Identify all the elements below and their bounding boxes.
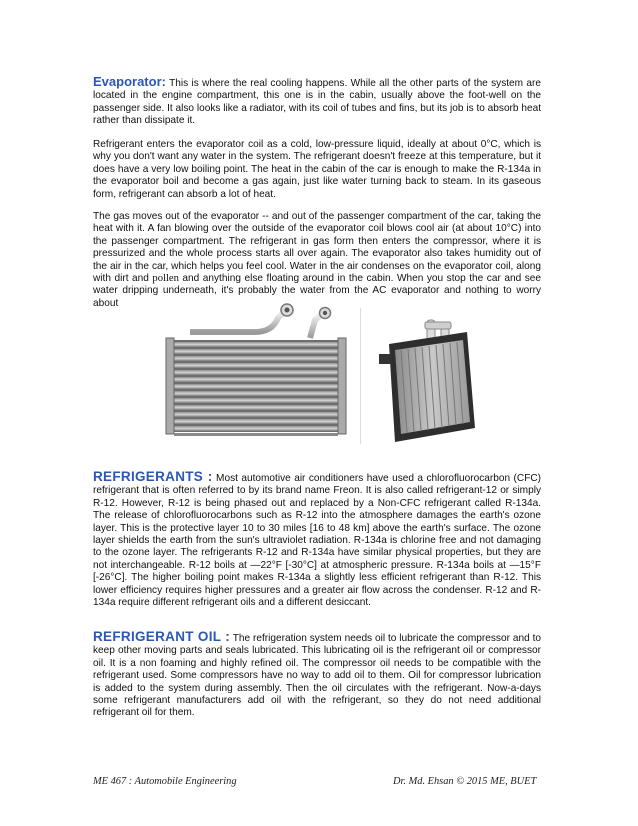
refrigerant-oil-text: The refrigeration system needs oil to lubricate the compressor and to keep other moving parts and seals lubricated. This lubricating oil is the refrigerant oil or compressor oil. It is a non foaming and highly refined oil. The compressor oil needs to be compatible with the refrigerant used. Some compressors have no way to add oil to them. Oil for compressor lubrication is added to the system during assembly. Then the oil circulates with the refrigerant. Now-a-days some refrigerant manufacturers add oil with the refrigerant, so they do not need additional refrigerant oil for them.: [93, 633, 541, 719]
refrigerants-text: Most automotive air conditioners have used a chlorofluorocarbon (CFC) refrigerant that is often referred to by its brand name Freon. It is also called refrigerant-12 or simply R-12. However, R-12 is being phased out and replaced by a Non-CFC refrigerant called R-134a. The release of chlorofluorocarbons such as R-12 into the atmosphere damages the earth's ozone layer. This is the protective layer 10 to 30 miles [16 to 48 km] above the earth's surface. The ozone layer shields the earth from the sun's ultraviolet radiation. R-134a is chlorine free and not damaging to the ozone layer. The refrigerants R-12 and R-134a have similar physical properties, but they are not interchangeable. R-12 boils at —22°F [-30°C] at atmospheric pressure. R-134a boils at —15°F [-26°C]. The higher boiling point makes R-134a a slightly less efficient refrigerant than R-12. This lower efficiency requires higher pressures and a greater air flow across the condenser. R-12 and R-134a require different refrigerant oils and a different desiccant.: [93, 473, 542, 609]
evaporator-paragraph-2: Refrigerant enters the evaporator coil as a cold, low-pressure liquid, ideally at about 0°C, which is why you don't want any water in the system. The refrigerant doesn't freeze at this temperature, but it does have a very low boiling point. The heat in the cabin of the car is enough to make the R-134a in the evaporator boil and become a gas again, just like water turning back to steam. In its gaseous form, refrigerant can absorb a lot of heat.: [93, 139, 541, 200]
evaporator-intro-text: This is where the real cooling happens. While all the other parts of the system are located in the engine compartment, this one is in the cabin, usually above the foot-well on the passenger side. It also looks like a radiator, with its coil of tubes and fins, but its job is to absorb heat rather than dissipate it.: [93, 78, 541, 127]
pollen-word: pollen: [152, 273, 179, 285]
footer-left: ME 467 : Automobile Engineering: [93, 776, 237, 787]
footer-right: Dr. Md. Ehsan © 2015 ME, BUET: [393, 776, 537, 787]
evaporator-heading: Evaporator:: [93, 74, 166, 89]
evaporator-paragraph-3-text-b: and anything else floating around in the cabin. When you stop the car and see water dripping underneath, it's probably the water from the AC evaporator and nothing to worry about: [93, 273, 541, 309]
evaporator-paragraph-3: [93, 211, 541, 310]
refrigerant-oil-heading: REFRIGERANT OIL :: [93, 629, 231, 644]
evaporator-intro-paragraph: [93, 76, 541, 128]
evaporator-paragraph-3-text-a: The gas moves out of the evaporator -- and out of the passenger compartment of the car, taking the heat with it. A fan blowing over the outside of the evaporator coil blows cool air (at about 10°C) into the passenger compartment. The refrigerant in gas form then enters the compressor, where it is pressurized and the whole process starts all over again. The evaporator also takes humidity out of the air in the car, which helps you feel cool. Water in the air condenses on the evaporator coil, along with dirt and: [93, 211, 541, 285]
evaporator-unit-photo: [375, 318, 483, 444]
refrigerants-heading: REFRIGERANTS :: [93, 469, 213, 484]
evaporator-core-photo: [160, 300, 355, 445]
refrigerant-oil-paragraph: [93, 631, 541, 720]
refrigerants-paragraph: [93, 471, 541, 609]
image-divider: [360, 308, 361, 444]
